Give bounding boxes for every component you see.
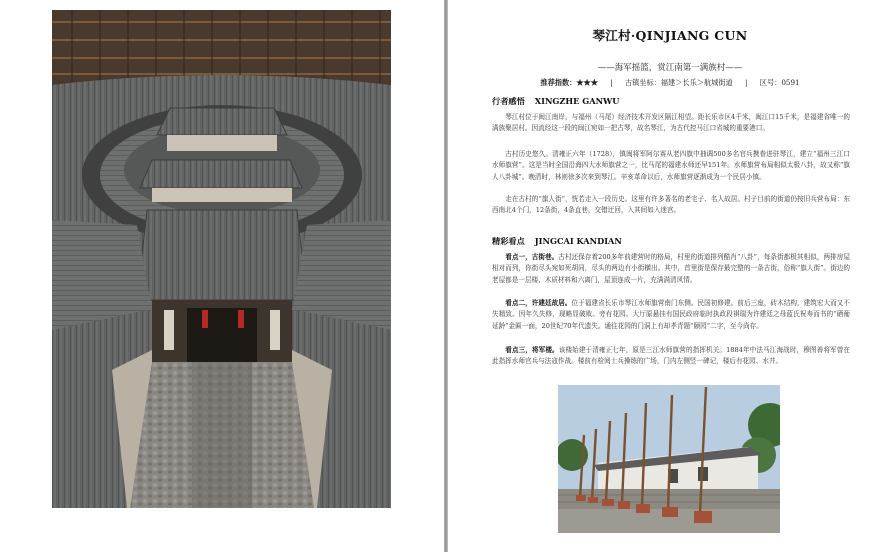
page-subtitle: ——海军摇篮，赏江南第一满族村—— <box>597 63 743 73</box>
rating-label: 推荐指数：★★★ <box>540 78 598 87</box>
kandian-text: 位于福建省长乐市琴江水师旗营南门东侧。民国初修建。前后三座，砖木结构，建筑宏大而又不失精致。因年久失修，现略显破败。旁有花园。大厅原悬挂有国民政府临时执政段祺瑞为许建廷之母蓝氏祝寿而书的“硒葡延龄”金匾一面，20世纪70年代遗失。通往花园的门洞上有却孝青题“颐园”二字，至今尚存。 <box>492 299 851 330</box>
kandian-text: 该楼始建于清雍正七年，原是三江水师旗营的指挥机关。1884年中法马江海战时，穆图善将军曾在此指挥水师官兵与法寇作战。楼前有检阅士兵操练的广场，门内左侧竖一碑记，楼后有花园、水井。 <box>492 346 851 366</box>
section-heading-en: JINGCAI KANDIAN <box>534 236 622 246</box>
separator: | <box>745 78 748 87</box>
section-heading-cn: 行者感悟 <box>492 96 525 106</box>
tulou-aerial-photo <box>52 10 391 508</box>
kandian-lead: 看点三，将军楼。 <box>505 346 559 354</box>
ganwu-paragraph: 古村历史悠久。清雍正六年（1728），镇闽将军阿尔赛从老四旗中抽调500多名官兵携眷进驻琴江，建立“福州三江口水师旗营”。这是当时全国沿海四大水师旗营之一，比马尾的福建水师还早151年。水师旗营布局相似太极八卦，故又称“旗人八卦城”。晚清时，林则徐多次来到琴江。辛亥革命以后，水师旗营逐渐成为一个民居小镇。 <box>492 150 850 181</box>
section-heading-kandian <box>492 236 622 247</box>
info-bar <box>448 78 892 88</box>
section-heading-ganwu <box>492 96 619 107</box>
kandian-paragraph <box>492 298 850 332</box>
kandian-lead: 看点二，许建廷故居。 <box>505 299 572 307</box>
section-heading-cn: 精彩看点 <box>492 236 525 246</box>
ganwu-paragraph: 琴江村位于闽江南岸，与福州（马尾）经济技术开发区隔江相望。距长乐市区4千米，闽江口15千米，是福建省唯一的满族聚居村。因流经这一段的闽江宛如一把古琴，故名琴江，为古代控马江口省城的重要港口。 <box>492 113 850 133</box>
left-page <box>0 0 444 552</box>
section-heading-en: XINGZHE GANWU <box>534 96 620 106</box>
kandian-lead: 看点一，古街巷。 <box>505 253 559 261</box>
coords-label: 古镇坐标：福建＞长乐＞航城街道 <box>624 78 733 87</box>
kandian-text: 古村还保存着200多年前建营时的格局，村里的街道排列酷肖“八卦”，每条街都极其相似，两排房屋相对而列，你街尽头宛如死胡同，尽头的两边有小街横出。其中，首里街是保存最完整的一条古街，俗称“旗人街”。街边的老屋都是一层楼、木质材料和六离门，屋顶连成一片，充满满清风情。 <box>492 253 850 284</box>
separator: | <box>610 78 613 87</box>
kandian-paragraph <box>492 252 850 286</box>
ganwu-paragraph: 走在古村的“旗人街”，恍若走入一段历史。这里有许多著名的老宅子、名人故居。村子目前的街道仍按旧兵营布局：东西南北4个门，12条街，4条直巷，交错迂回，入其间如入迷宫。 <box>492 195 850 215</box>
flagpole-square-photo <box>558 385 780 533</box>
kandian-paragraph <box>492 345 850 368</box>
right-page <box>448 0 892 552</box>
area-code-label: 区号：0591 <box>759 78 800 87</box>
page-title: 琴江村·QINJIANG CUN <box>592 28 748 43</box>
